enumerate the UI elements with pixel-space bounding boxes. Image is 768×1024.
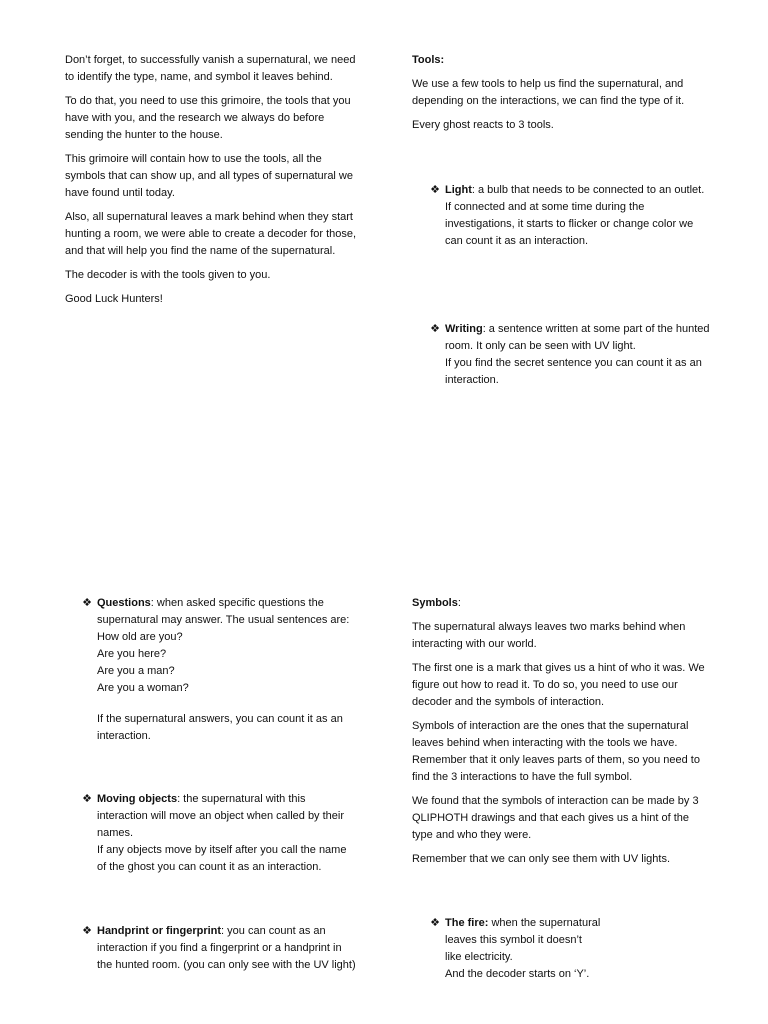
symbol-term: The fire: [445,917,489,929]
symbol-detail: like electricity. [445,951,513,963]
intro-paragraph: Also, all supernatural leaves a mark behind when they start hunting a room, we were able to create a decoder for those, and that will help you find the name of the supernatural. [65,211,357,257]
tool-detail: If any objects move by itself after you call the name of the ghost you can count it as an interaction. [97,844,347,873]
intro-paragraph: The decoder is with the tools given to you. [65,269,271,281]
tools-heading: Tools: [412,54,445,66]
tool-detail: If the supernatural answers, you can count it as an interaction. [97,713,343,742]
intro-section [65,52,365,315]
tool-term: Moving objects [97,793,178,805]
tool-term: Handprint or fingerprint [97,925,222,937]
tool-moving-objects [82,791,347,876]
symbols-heading: Symbols [412,597,458,609]
symbols-paragraph: We found that the symbols of interaction can be made by 3 QLIPHOTH drawings and that each gives us a hint of the type and who they were. [412,795,699,841]
tools-paragraph: Every ghost reacts to 3 tools. [412,119,554,131]
intro-paragraph: This grimoire will contain how to use the tools, all the symbols that can show up, and all types of supernatural we have found until today. [65,153,353,199]
symbols-heading-suffix: : [457,597,461,609]
diamond-bullet-icon: ❖ [82,925,92,937]
symbols-heading-line [412,595,712,612]
tool-handprint [82,923,357,974]
tool-description: : you can count as an interaction if you find a fingerprint or a handprint in the hunted room. (you can only see with the UV light) [97,925,356,971]
tools-section [412,52,712,141]
symbol-description: when the supernatural [488,917,601,929]
diamond-bullet-icon: ❖ [82,793,92,805]
tools-paragraph: We use a few tools to help us find the supernatural, and depending on the interactions, we can find the type of it. [412,78,685,107]
diamond-bullet-icon: ❖ [430,323,440,335]
tool-questions [82,595,352,745]
intro-paragraph: Don’t forget, to successfully vanish a supernatural, we need to identify the type, name, and symbol it leaves behind. [65,54,356,83]
tool-writing [430,321,710,389]
symbols-paragraph: The supernatural always leaves two marks behind when interacting with our world. [412,621,686,650]
tool-light [430,182,707,250]
tool-description: : a sentence written at some part of the hunted room. It only can be seen with UV light. [445,323,710,352]
tool-term: Light [445,184,472,196]
question-line: Are you a woman? [97,682,189,694]
tool-term: Questions [97,597,151,609]
tool-description: : when asked specific questions the supernatural may answer. The usual sentences are: [97,597,350,626]
question-line: Are you a man? [97,665,175,677]
tool-detail: If you find the secret sentence you can count it as an interaction. [445,357,702,386]
symbol-detail: leaves this symbol it doesn’t [445,934,582,946]
tool-description: : a bulb that needs to be connected to an outlet. [471,184,705,196]
symbols-section [412,595,712,875]
symbol-detail: And the decoder starts on ‘Y’. [445,968,590,980]
question-line: Are you here? [97,648,167,660]
tool-description: : the supernatural with this interaction will move an object when called by their names. [97,793,345,839]
intro-paragraph: Good Luck Hunters! [65,293,163,305]
intro-paragraph: To do that, you need to use this grimoire, the tools that you have with you, and the research we always do before sending the hunter to the house. [65,95,351,141]
diamond-bullet-icon: ❖ [430,917,440,929]
tool-detail: If connected and at some time during the investigations, it starts to flicker or change color we can count it as an interaction. [445,201,694,247]
symbols-paragraph: Remember that we can only see them with UV lights. [412,853,671,865]
symbols-paragraph: Symbols of interaction are the ones that the supernatural leaves behind when interacting with the tools we have. Remember that it only leaves parts of them, so you need to find the 3 interactions to have the full symbol. [412,720,700,783]
question-line: How old are you? [97,631,183,643]
diamond-bullet-icon: ❖ [82,597,92,609]
diamond-bullet-icon: ❖ [430,184,440,196]
symbol-fire [430,915,645,983]
symbols-paragraph: The first one is a mark that gives us a hint of who it was. We figure out how to read it. To do so, you need to use our decoder and the symbols of interaction. [412,662,705,708]
tool-term: Writing [445,323,483,335]
